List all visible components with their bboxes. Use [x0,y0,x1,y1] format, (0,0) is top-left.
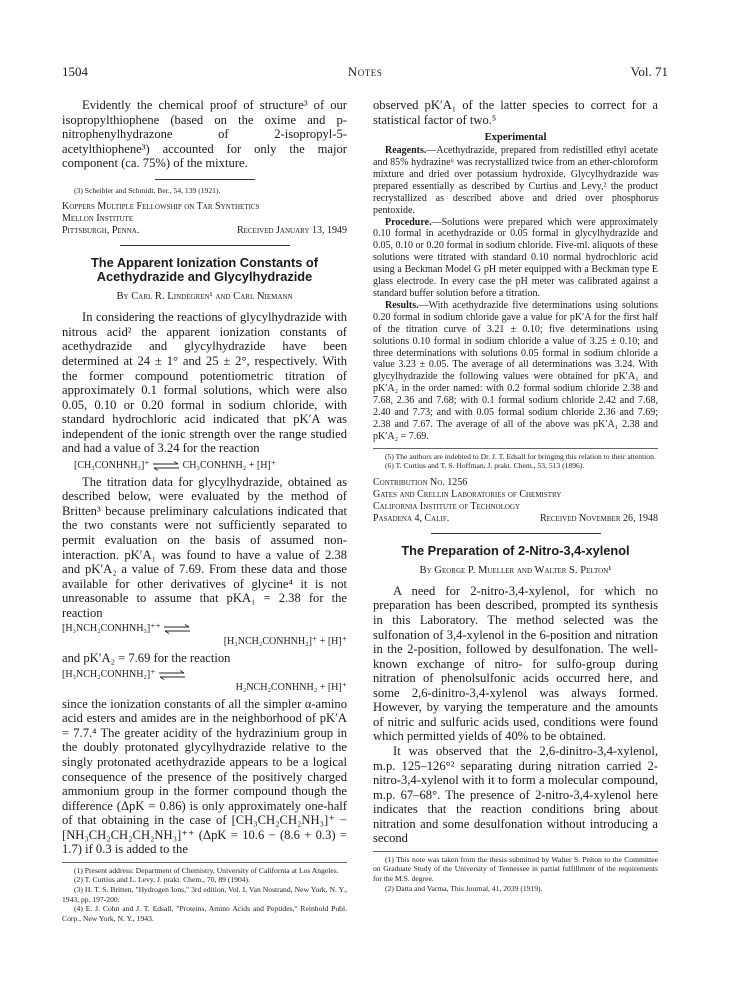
body-paragraph: and pK′A₂ = 7.69 for the reaction [62,651,231,666]
paragraph-label: Results. [385,299,419,311]
affiliation-city: Pasadena 4, Calif. [373,512,450,524]
received-date: Received November 26, 1948 [539,512,658,524]
affiliation-line: Gates and Crellin Laboratories of Chemistry [373,488,562,500]
left-column [62,98,347,923]
footnote: (2) T. Curtius and L. Levy, J. prakt. Chem., 70, 89 (1904). [74,875,250,885]
footnote: (3) Scheibler and Schmidt, Ber., 54, 139 (1921). [74,185,221,195]
reaction-equation-products: [H₃NCH₂CONHNH₂]⁺ + [H]⁺ [223,636,347,648]
article-title: The Apparent Ionization Constants of Acethydrazide and Glycylhydrazide [90,255,319,285]
footnote-divider [155,179,255,180]
body-paragraph: since the ionization constants of all the simpler α-amino acid esters and amides are in the neighborhood of pK′A = 7.7.⁴ The greater acidity of the hydrazinium group in the doubly protonated glycylhydrazide relative to the singly protonated acethydrazide appears to be a logical consequence of the presence of the positively charged ammonium group in the former compound though the difference (ΔpK = 0.86) is only approximately one-half of that obtaining in the case of [CH₃CH₂CH₂NH₃]⁺ − [NH₃CH₂CH₂CH₂NH₃]⁺⁺ (ΔpK = 10.6 − (8.6 + 0.3) = 1.7) if 0.3 is added to the [62,696,347,857]
reaction-equation-products: H₂NCH₂CONHNH₂ + [H]⁺ [235,681,347,693]
affiliation-line: California Institute of Technology [373,500,521,512]
reaction-equation: [H₃NCH₂CONHNH₂]⁺ [62,668,347,681]
article-title: The Preparation of 2-Nitro-3,4-xylenol [401,542,630,558]
contribution-number: Contribution No. 1256 [373,476,468,488]
right-column [373,98,658,893]
reaction-equation: [H₃NCH₂CONHNH₃]⁺⁺ [62,622,347,635]
page-header [62,64,668,84]
footnote: (1) Present address: Department of Chemistry, University of California at Los Angeles. [74,865,339,875]
affiliation-line: Mellon Institute [62,213,134,225]
equilibrium-arrow-icon [158,670,186,680]
affiliation-city: Pittsburgh, Penna. [62,225,140,237]
footnote-divider [62,862,347,863]
footnote: (2) Datta and Varma, This Journal, 41, 2039 (1919). [385,883,543,893]
reaction-equation: [CH₃CONHNH₃]⁺ CH₃CONHNH₂ + [H]⁺ [74,459,277,471]
section-heading: Experimental [484,132,547,144]
intro-paragraph: Evidently the chemical proof of structure³ of our isopropylthiophene (based on the oxime and p-nitrophenylhydrazone of 2-isopropyl-5-acetylthiophene³) accounted for only the major component (ca. 75%) of the mixture. [62,98,347,171]
affiliation-received-row [62,225,347,237]
page-number: 1504 [62,64,88,79]
footnote: (5) The authors are indebted to Dr. J. T. Edsall for bringing this relation to their attention. [385,451,656,461]
article-divider [431,533,601,534]
paragraph-label: Procedure. [385,216,432,228]
footnote-divider [373,448,658,449]
equilibrium-arrow-icon [152,461,180,471]
paragraph-label: Reagents. [385,145,427,157]
received-date: Received January 13, 1949 [236,225,347,237]
results-paragraph: Results.—With acethydrazide five determinations using solutions 0.20 formal in sodium chloride gave a value for pK′A for the first half of the titration curve of 3.21 ± 0.10; five determinations using solutions 0.10 formal in sodium chloride a value of 3.25 ± 0.10; and three determinations with solutions 0.05 formal in sodium chloride a value 3.23 ± 0.05. The average of all determinations was 3.24. With glycylhydrazide the following values were obtained for pK′A₁ and pK′A₂ in the order named: with 0.2 formal sodium chloride 2.38 and 7.68, 2.36 and 7.68; with 0.1 formal sodium chloride 2.42 and 7.68, 2.40 and 7.73; and with 0.05 formal sodium chloride 2.36 and 7.69; 2.38 and 7.67. The average of all of the above was pK′A₁ 2.38 and pK′A₂ = 7.69. [373,299,658,442]
footnote: (1) This note was taken from the thesis submitted by Walter S. Pelton to the Committee on Graduate Study of the University of Tennessee in partial fulfillment of the requirements for the M.S. degree. [373,854,658,883]
equilibrium-arrow-icon [163,624,191,634]
affiliation-received-row [373,513,658,525]
body-paragraph: It was observed that the 2,6-dinitro-3,4-xylenol, m.p. 125–126°² separating during nitration carried 2-nitro-3,4-xylenol with it to form a molecular compound, m.p. 67–68°. The presence of 2-nitro-3,4-xylenol here indicates that the reaction conditions bring about nitration and some desulfonation without introducing a second [373,743,658,846]
volume-number: Vol. 71 [630,64,668,79]
footnote: (6) T. Curtius and T. S. Hoffman, J. prakt. Chem., 53, 513 (1896). [385,461,585,471]
article-byline: By Carl R. Lindegren¹ and Carl Niemann [116,291,293,303]
article-byline: By George P. Mueller and Walter S. Pelton¹ [419,564,612,576]
footnote: (3) H. T. S. Britten, "Hydrogen Ions," 3rd edition, Vol. I, Van Nostrand, New York, N. Y., 1943, pp. 197-200. [62,885,347,904]
article-divider [120,245,290,246]
footnote-divider [373,851,658,852]
body-paragraph: A need for 2-nitro-3,4-xylenol, for which no preparation has been described, prompted its synthesis in this Laboratory. The method selected was the sulfonation of 3,4-xylenol in the 6-position and nitration in the 2-position, followed by desulfonation. The well-known exchange of nitro- for sulfo-group during nitration of phenolsulfonic acids occurred here, and some 2,6-dinitro-3,4-xylenol was always formed. However, by varying the temperature and the amounts of nitric and sulfuric acids used, conditions were found which permitted yields of 40% to be obtained. [373,583,658,744]
reagents-paragraph: Reagents.—Acethydrazide, prepared from redistilled ethyl acetate and 85% hydrazine⁶ was recrystallized twice from an ether-chloroform mixture and dried over potassium hydroxide. Glycylhydrazide was prepared essentially as described by Curtius and Levy,² the product recrystallized as described above and dried over phosphorus pentoxide. [373,145,658,216]
section-name: Notes [347,64,383,79]
footnote: (4) E. J. Cohn and J. T. Edsall, "Proteins, Amino Acids and Peptides," Reinhold Publ. Corp., New York, N. Y., 1943. [62,904,347,923]
body-paragraph: In considering the reactions of glycylhydrazide with nitrous acid² the apparent ionization constants of acethydrazide and glycylhydrazide have been determined at 24 ± 1° and 25 ± 2°, respectively. With the former compound potentiometric titration of approximately 0.1 formal solutions, which were also 0.05, 0.10 or 0.20 formal in sodium chloride, with standard hydrochloric acid indicated that pK′A was independent of the ionic strength over the range studied and had a value of 3.24 for the reaction [62,310,347,456]
body-paragraph: observed pK′A₁ of the latter species to correct for a statistical factor of two.⁵ [373,98,658,127]
affiliation-line: Koppers Multiple Fellowship on Tar Synthetics [62,201,260,213]
body-paragraph: The titration data for glycylhydrazide, obtained as described below, were evaluated by the method of Britten³ because preliminary calculations indicated that the two constants were not sufficiently separated to permit evaluation on the basis of assumed non-interaction. pK′A₁ was found to have a value of 2.38 and pK′A₂ a value of 7.69. From these data and those available for other derivatives of glycine⁴ it is not unreasonable to assume that pKA₁ = 2.38 for the reaction [62,474,347,620]
procedure-paragraph: Procedure.—Solutions were prepared which were approximately 0.10 formal in acethydrazide or 0.05 formal in glycylhydrazide and 0.05, 0.10 or 0.20 formal in sodium chloride. Five-ml. aliquots of these solutions were titrated with standard 0.10 normal hydrochloric acid using a Beckman Model G pH meter equipped with a Beckman type E glass electrode. In every case the pH meter was calibrated against a standard buffer solution before a titration. [373,216,658,299]
